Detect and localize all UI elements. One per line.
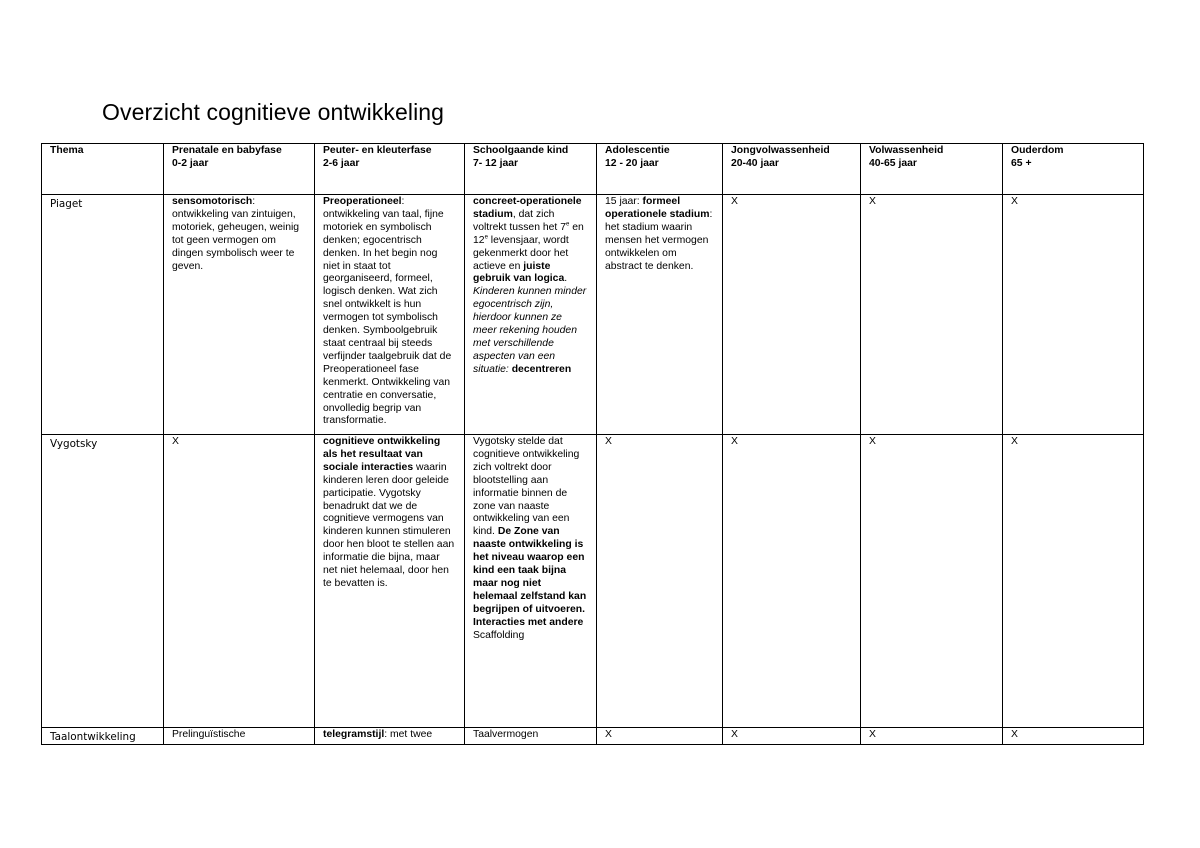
cell-piaget-school: concreet-operationele stadium, dat zich voltrekt tussen het 7e en 12e levensjaar, wordt gekenmerkt door het actieve en juiste gebruik van logica. Kinderen kunnen minder egocentrisch zijn, hierdoor kunnen ze meer rekening houden met verschillende aspecten van een situatie: decentreren — [465, 195, 597, 435]
cell-vygotsky-volw: X — [861, 435, 1003, 728]
cell-piaget-baby: sensomotorisch: ontwikkeling van zintuigen, motoriek, geheugen, weinig tot geen vermogen om dingen symbolisch weer te geven. — [164, 195, 315, 435]
cell-vygotsky-peuter: cognitieve ontwikkeling als het resultaat van sociale interacties waarin kinderen leren door geleide participatie. Vygotsky benadrukt dat we de cognitieve vermogens van kinderen kunnen stimuleren door hen bloot te stellen aan informatie die bijna, maar net niet helemaal, door hen te bevatten is. — [315, 435, 465, 728]
cell-vygotsky-baby: X — [164, 435, 315, 728]
cell-vygotsky-adol: X — [597, 435, 723, 728]
cell-taal-school: Taalvermogen — [465, 728, 597, 745]
cell-taal-baby: Prelinguïstische — [164, 728, 315, 745]
header-cell-school: Schoolgaande kind 7- 12 jaar — [465, 144, 597, 195]
theme-cell-piaget: Piaget — [42, 195, 164, 435]
header-cell-oud: Ouderdom 65 + — [1003, 144, 1144, 195]
header-cell-adol: Adolescentie 12 - 20 jaar — [597, 144, 723, 195]
header-cell-jong: Jongvolwassenheid 20-40 jaar — [723, 144, 861, 195]
table-row-taalontwikkeling — [42, 728, 1144, 745]
cell-vygotsky-school: Vygotsky stelde dat cognitieve ontwikkeling zich voltrekt door blootstelling aan informatie binnen de zone van naaste ontwikkeling van een kind. De Zone van naaste ontwikkeling is het niveau waarop een kind een taak bijna maar nog niet helemaal zelfstand kan begrijpen of uitvoeren. Interacties met andere Scaffolding — [465, 435, 597, 728]
cell-piaget-jong: X — [723, 195, 861, 435]
table-row-piaget — [42, 195, 1144, 435]
cell-piaget-peuter: Preoperationeel: ontwikkeling van taal, fijne motoriek en symbolisch denken; egocentrisch denken. In het begin nog niet in staat tot georganiseerd, formeel, logisch denken. Wat zich snel ontwikkelt is hun vermogen tot symbolisch denken. Symboolgebruik staat centraal bij steeds verfijnder taalgebruik dat de Preoperationeel fase kenmerkt. Ontwikkeling van centratie en conversatie, onvolledig begrip van transformatie. — [315, 195, 465, 435]
cell-taal-jong: X — [723, 728, 861, 745]
cell-vygotsky-oud: X — [1003, 435, 1144, 728]
header-cell-peuter: Peuter- en kleuterfase 2-6 jaar — [315, 144, 465, 195]
header-cell-volw: Volwassenheid 40-65 jaar — [861, 144, 1003, 195]
cell-piaget-volw: X — [861, 195, 1003, 435]
theme-cell-taal: Taalontwikkeling — [42, 728, 164, 745]
cell-piaget-oud: X — [1003, 195, 1144, 435]
theme-cell-vygotsky: Vygotsky — [42, 435, 164, 728]
cell-taal-adol: X — [597, 728, 723, 745]
cell-piaget-adol: 15 jaar: formeel operationele stadium: het stadium waarin mensen het vermogen ontwikkelen om abstract te denken. — [597, 195, 723, 435]
header-cell-thema: Thema — [42, 144, 164, 195]
page-title: Overzicht cognitieve ontwikkeling — [102, 99, 445, 125]
cell-vygotsky-jong: X — [723, 435, 861, 728]
cell-taal-peuter: telegramstijl: met twee — [315, 728, 465, 745]
header-cell-baby: Prenatale en babyfase 0-2 jaar — [164, 144, 315, 195]
overview-table — [41, 143, 1144, 745]
header-row — [42, 144, 1144, 195]
table-row-vygotsky — [42, 435, 1144, 728]
cell-taal-oud: X — [1003, 728, 1144, 745]
cell-taal-volw: X — [861, 728, 1003, 745]
